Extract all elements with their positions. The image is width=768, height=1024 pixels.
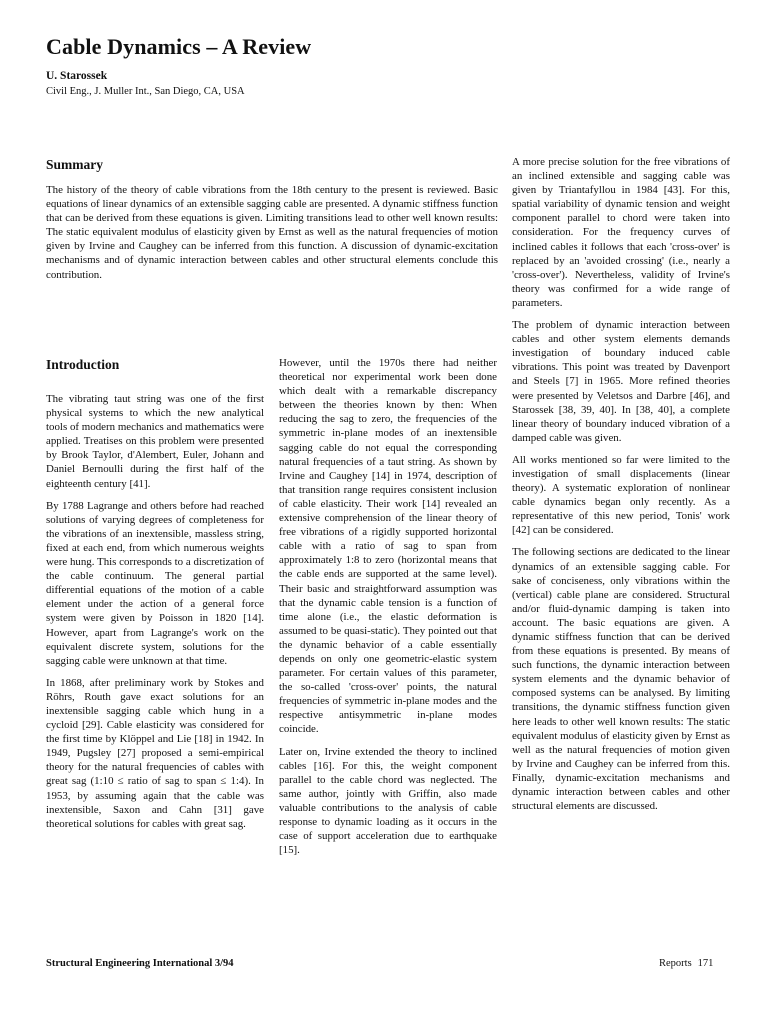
- text-column-2: [279, 356, 497, 865]
- text-column-3: [512, 155, 730, 821]
- paragraph: However, until the 1970s there had neither theoretical nor experimental work been done which dealt with a remarkable discrepancy between the theories known by then: When reducing the sag to zero, the frequencies of the symmetric in-plane modes of an inextensible sagging cable do not equal the corresponding natural frequencies of a taut string. As shown by Irvine and Caughey [14] in 1974, description of that transition range requires consistent inclusion of cable elasticity. Their work [14] revealed an extensive comprehension of the linear theory of free vibrations of a rigidly supported horizontal cable with a ratio of sag to span from approximately 1:8 to zero (horizontal means that the cable ends are supported at the same level). Their basic and straightforward assumption was that the dynamic cable tension is a function of time alone (i.e., the elastic deformation is assumed to be quasi-static). They pointed out that the dynamic behavior of a cable essentially depends on only one geometric-elastic system parameter. For certain values of this parameter, the so-called 'cross-over' points, the natural frequencies of symmetric in-plane modes and the respective antisymmetric in-plane modes coincide.: [279, 357, 497, 736]
- author-affiliation: Civil Eng., J. Muller Int., San Diego, CA, USA: [46, 86, 245, 97]
- journal-footer: Structural Engineering International 3/94: [46, 958, 234, 969]
- introduction-heading: Introduction: [46, 357, 120, 372]
- page-footer: [659, 958, 713, 969]
- paragraph: Later on, Irvine extended the theory to inclined cables [16]. For this, the weight component parallel to the cable chord was neglected. The same author, jointly with Griffin, also made valuable contributions to the analysis of cable response to dynamic loading as it occurs in the case of support acceleration due to earthquake [15].: [279, 745, 497, 857]
- summary-heading: Summary: [46, 157, 103, 172]
- text-column-1: [46, 392, 264, 839]
- paragraph: All works mentioned so far were limited to the investigation of small displacements (linear theory). A systematic exploration of nonlinear cable dynamics began only recently. As a representative of this new period, Tonis' work [42] can be considered.: [512, 453, 730, 537]
- paragraph: A more precise solution for the free vibrations of an inclined extensible and sagging cable was given by Triantafyllou in 1984 [43]. For this, spatial variability of dynamic tension and weight component parallel to chord were taken into consideration. For the frequency curves of inclined cables it follows that each 'cross-over' is replaced by an 'avoided crossing' (i.e., nearly a 'cross-over'). Nevertheless, validity of Irvine's theory was confirmed for a wide range of parameters.: [512, 156, 730, 309]
- paragraph: The following sections are dedicated to the linear dynamics of an extensible sagging cable. For sake of conciseness, only vibrations within the (vertical) cable plane are considered. Structural and/or fluid-dynamic damping is taken into account. The basic equations are given. A dynamic stiffness function that can be derived from these equations is presented. By means of such functions, the dynamic interaction between system elements and the dynamic behavior of composed systems can be analysed. By limiting transitions, the dynamic stiffness function given here leads to other well known results: The static equivalent modulus of elasticity given by Ernst as well as the natural frequencies of motion given by Irvine and Caughey can be inferred from this. Finally, dynamic-excitation mechanisms and dynamic interaction between cables and other structural elements are discussed.: [512, 546, 730, 813]
- paper-title: Cable Dynamics – A Review: [46, 34, 312, 59]
- paragraph: By 1788 Lagrange and others before had reached solutions of varying degrees of completeness for the vibrations of an inextensible, massless string, fixed at each end, from which numerous weights were hung. This corresponds to a discretization of the cable continuum. The general partial differential equations of the motion of a cable element under the action of a general force system were given by Poisson in 1820 [14]. However, apart from Lagrange's work on the equivalent discrete system, solutions for the sagging cable were unknown at that time.: [46, 499, 264, 667]
- paragraph: The vibrating taut string was one of the first physical systems to which the new analytical tools of modern mechanics and mathematics were applied. Treatises on this problem were presented by Brook Taylor, d'Alembert, Euler, Johann and Daniel Bernoulli during the first half of the eighteenth century [41].: [46, 393, 264, 490]
- author-name: U. Starossek: [46, 70, 108, 82]
- paragraph: In 1868, after preliminary work by Stokes and Röhrs, Routh gave exact solutions for an inextensible sagging cable which hung in a cycloid [29]. Cable elasticity was considered for the first time by Klöppel and Lie [18] in 1942. In 1949, Pugsley [27] proposed a semi-empirical theory for the natural frequencies of cables with great sag (1:10 ≤ ratio of sag to span ≤ 1:4). In 1953, by assuming again that the cable was inextensible, Saxon and Cahn [31] gave theoretical solutions for cables with great sag.: [46, 676, 264, 830]
- page-number: 171: [697, 958, 714, 969]
- paragraph: The problem of dynamic interaction between cables and other system elements demands investigation of boundary induced cable vibrations. This point was treated by Davenport and Steels [7] in 1965. More refined theories were presented by Veletsos and Darbre [46], and Starossek [38, 39, 40]. In [38, 40], a complete linear theory of boundary induced vibration of a damped cable was given.: [512, 319, 730, 444]
- summary-paragraph: The history of the theory of cable vibrations from the 18th century to the present is reviewed. Basic equations of linear dynamics of an extensible sagging cable are presented. A dynamic stiffness function that can be derived from these equations is given. Limiting transitions lead to other well known results: The static equivalent modulus of elasticity given by Ernst as well as the natural frequencies of motion given by Irvine and Caughey can be inferred from this function. A discussion of dynamic-excitation mechanisms and of dynamic interaction between cables and other structural elements conclude this contribution.: [46, 184, 498, 281]
- section-label: Reports: [659, 958, 692, 969]
